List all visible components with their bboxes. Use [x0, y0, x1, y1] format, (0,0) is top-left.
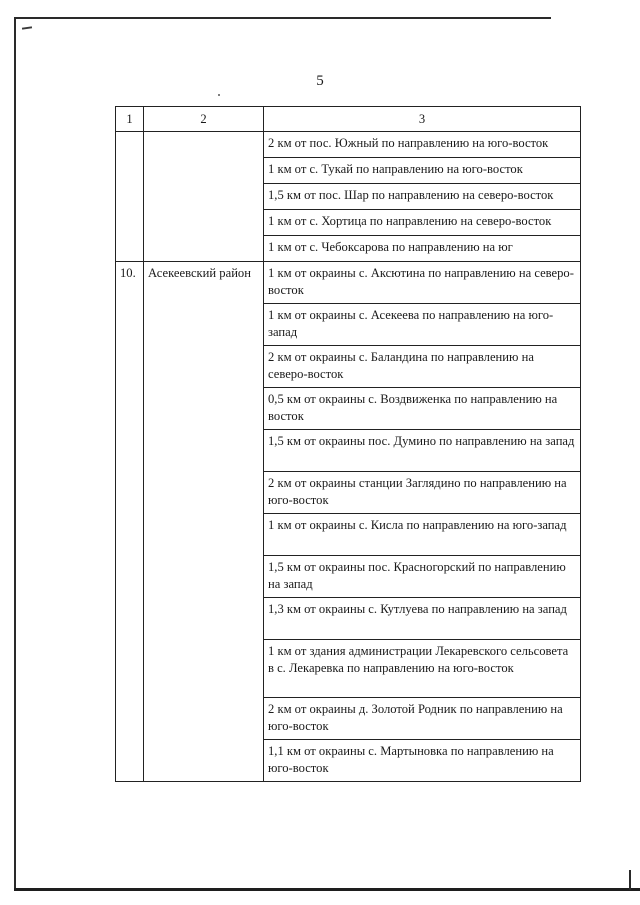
- location-cell: 1 км от с. Хортица по направлению на северо-восток: [264, 210, 581, 236]
- empty-district-cell: [144, 132, 264, 262]
- page-number: 5: [316, 73, 324, 89]
- location-cell: 1 км от с. Чебоксарова по направлению на юг: [264, 236, 581, 262]
- scan-speck: [218, 94, 220, 96]
- location-cell: 2 км от пос. Южный по направлению на юго-восток: [264, 132, 581, 158]
- scan-border-top: [14, 17, 551, 19]
- district-name: Асекеевский район: [144, 262, 264, 782]
- header-cell-2: 2: [144, 107, 264, 132]
- header-cell-1: 1: [116, 107, 144, 132]
- location-cell: 1 км от окраины с. Аксютина по направлению на северо-восток: [264, 262, 581, 304]
- table-row: [116, 132, 581, 158]
- districts-table: [115, 106, 581, 782]
- location-cell: 1,5 км от пос. Шар по направлению на северо-восток: [264, 184, 581, 210]
- location-cell: 0,5 км от окраины с. Воздвиженка по направлению на восток: [264, 388, 581, 430]
- scan-border-right: [629, 870, 631, 890]
- location-cell: 1,5 км от окраины пос. Думино по направлению на запад: [264, 430, 581, 472]
- scan-border-left: [14, 17, 16, 890]
- location-cell: 2 км от окраины д. Золотой Родник по направлению на юго-восток: [264, 698, 581, 740]
- scan-border-bottom: [14, 888, 640, 891]
- location-cell: 2 км от окраины станции Заглядино по направлению на юго-восток: [264, 472, 581, 514]
- empty-number-cell: [116, 132, 144, 262]
- location-cell: 1 км от с. Тукай по направлению на юго-восток: [264, 158, 581, 184]
- location-cell: 1 км от окраины с. Кисла по направлению на юго-запад: [264, 514, 581, 556]
- location-cell: 1,3 км от окраины с. Кутлуева по направлению на запад: [264, 598, 581, 640]
- scan-mark: [22, 26, 32, 29]
- location-cell: 1,5 км от окраины пос. Красногорский по направлению на запад: [264, 556, 581, 598]
- table-header-row: [116, 107, 581, 132]
- location-cell: 1 км от окраины с. Асекеева по направлению на юго-запад: [264, 304, 581, 346]
- row-number: 10.: [116, 262, 144, 782]
- location-cell: 1,1 км от окраины с. Мартыновка по направлению на юго-восток: [264, 740, 581, 782]
- location-cell: 1 км от здания администрации Лекаревского сельсовета в с. Лекаревка по направлению на юго-восток: [264, 640, 581, 698]
- header-cell-3: 3: [264, 107, 581, 132]
- table-row: [116, 262, 581, 304]
- location-cell: 2 км от окраины с. Баландина по направлению на северо-восток: [264, 346, 581, 388]
